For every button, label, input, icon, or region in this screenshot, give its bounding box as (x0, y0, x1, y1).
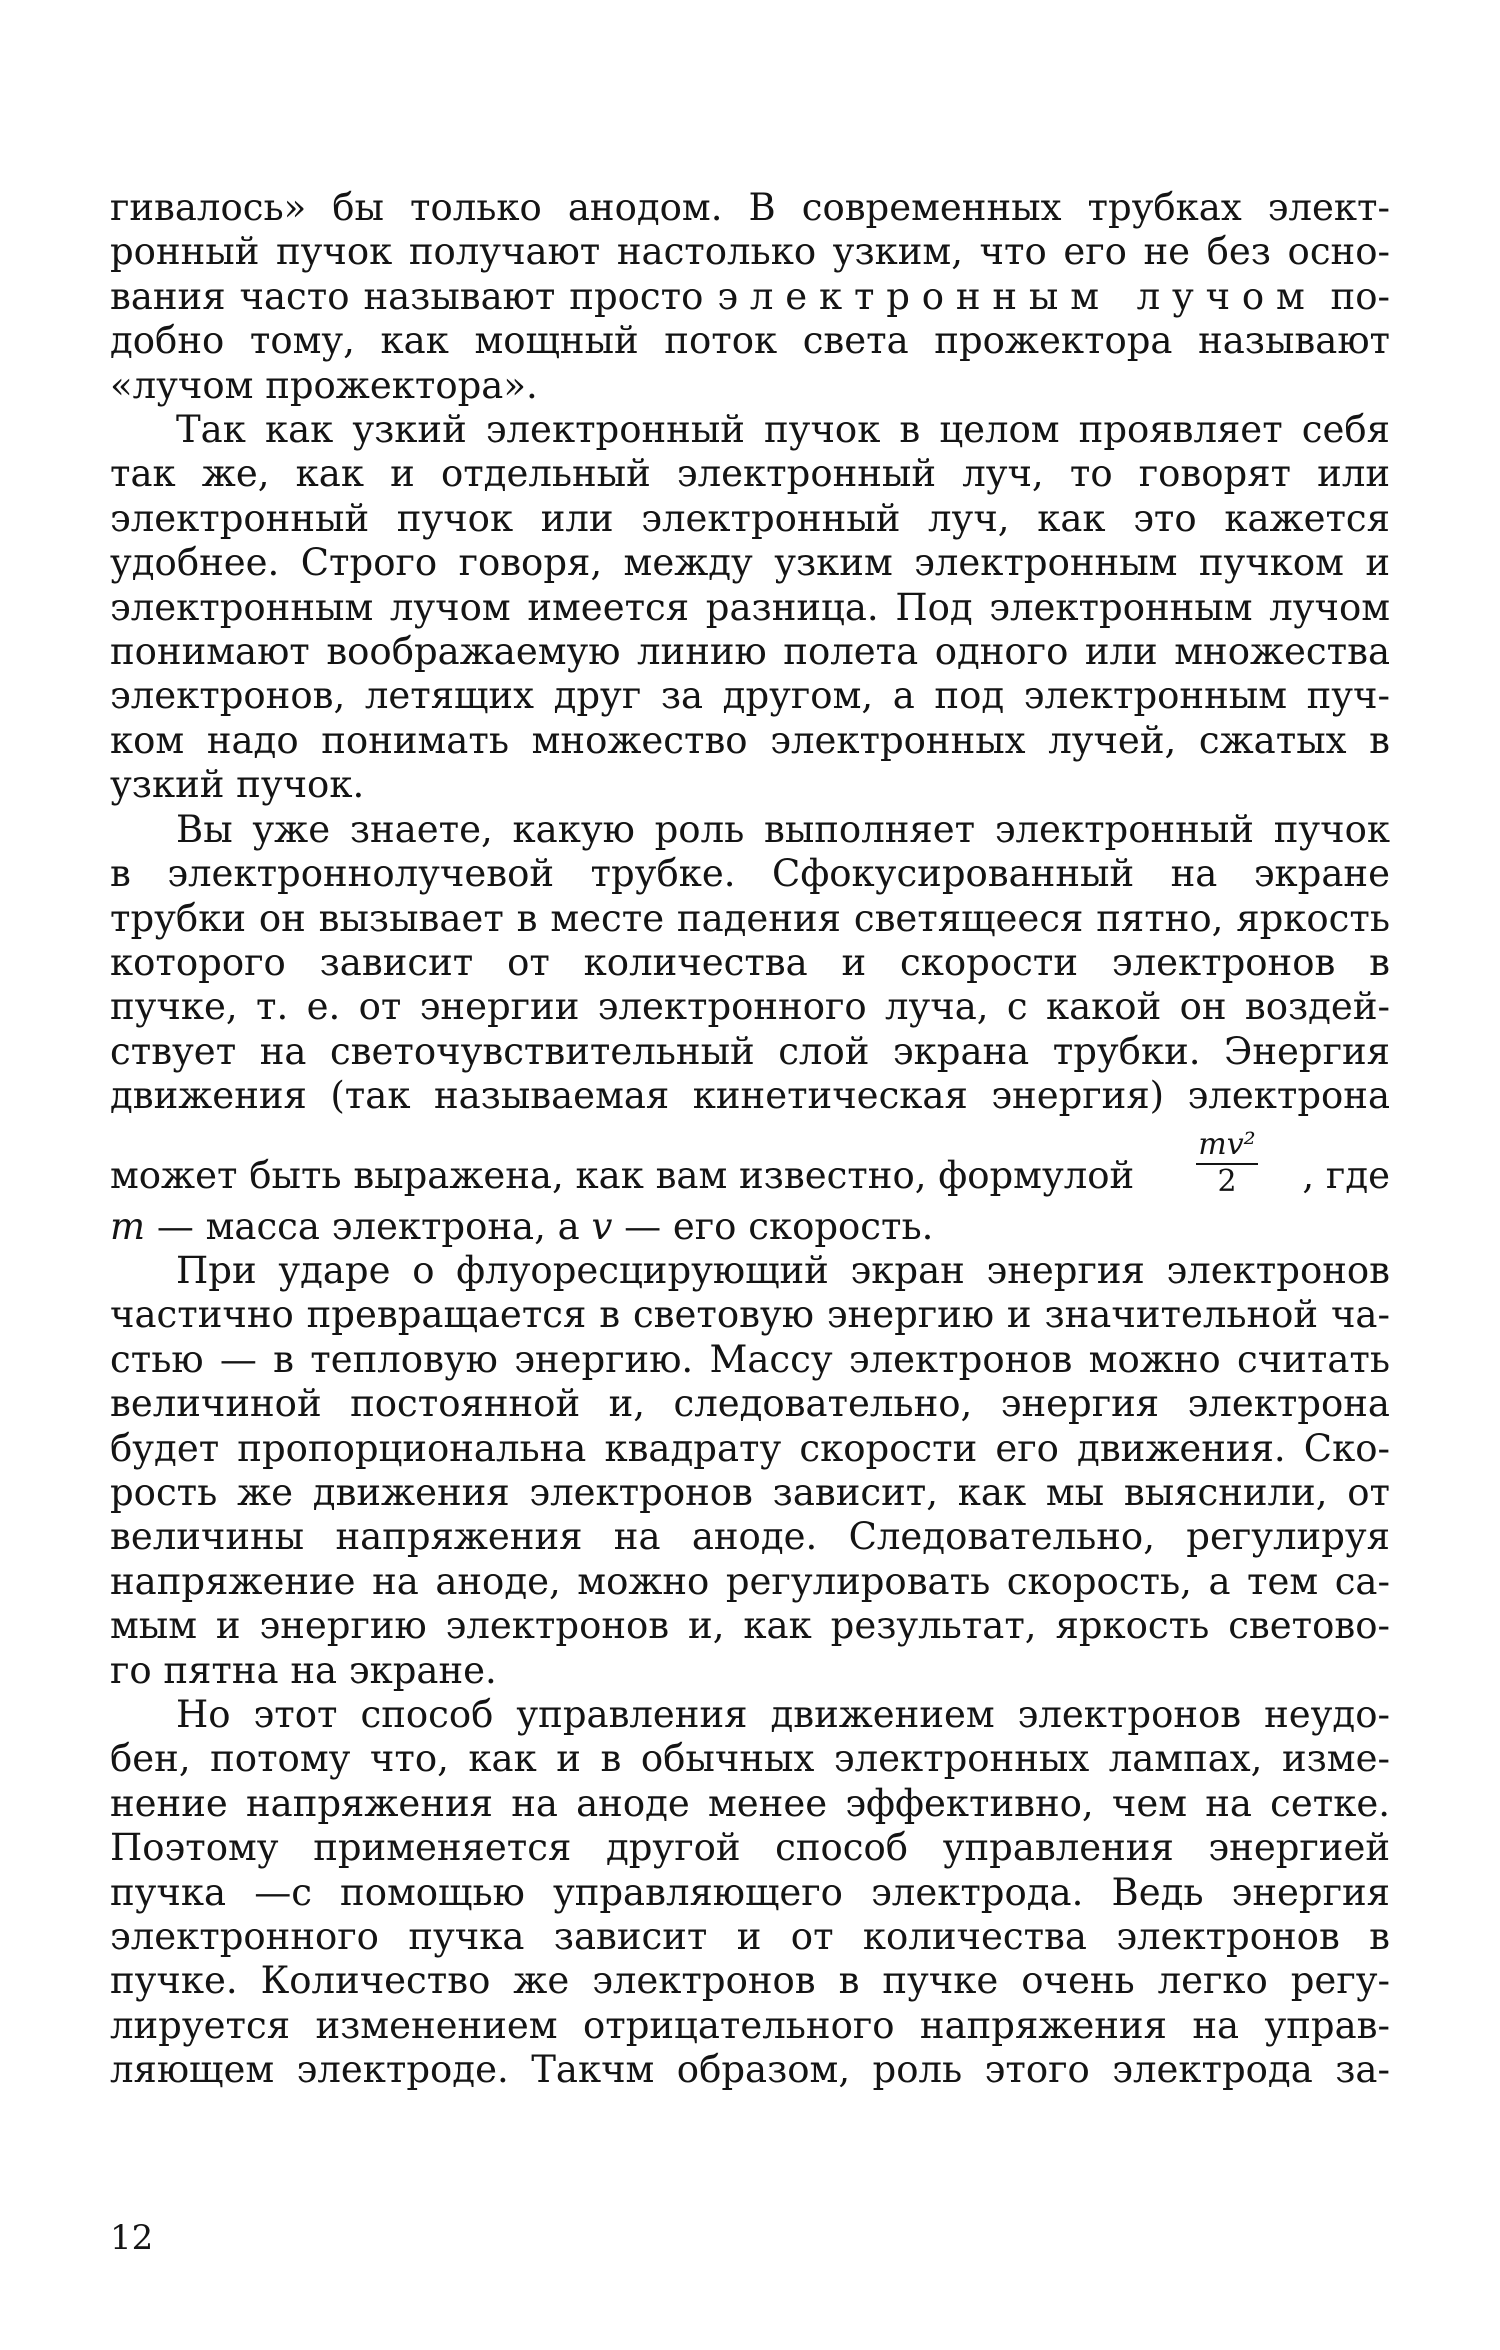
paragraph-1 (110, 186, 1390, 408)
text-line: ляющем электроде. Такчм образом, роль этого электрода за- (110, 2048, 1390, 2092)
text-line: трубки он вызывает в месте падения светящееся пятно, яркость (110, 896, 1390, 940)
text-line (110, 1205, 1390, 1249)
body-text (110, 186, 1390, 2093)
text-line: пучке, т. е. от энергии электронного луча, с какой он воздей- (110, 985, 1390, 1029)
text-fragment: вания часто называют просто (110, 274, 718, 318)
text-line: нение напряжения на аноде менее эффективно, чем на сетке. (110, 1781, 1390, 1825)
text-line: Вы уже знаете, какую роль выполняет электронный пучок (176, 807, 1390, 851)
text-line: движения (так называемая кинетическая энергия) электрона (110, 1074, 1390, 1118)
text-line: гивалось» бы только анодом. В современных трубках элект- (110, 186, 1390, 229)
text-line: рость же движения электронов зависит, как мы выяснили, от (110, 1470, 1390, 1514)
text-line: величины напряжения на аноде. Следовательно, регулируя (110, 1515, 1390, 1559)
paragraph-2 (110, 408, 1390, 808)
text-line (110, 275, 1390, 319)
symbol-m: m (110, 1204, 146, 1248)
text-line: ствует на светочувствительный слой экрана трубки. Энергия (110, 1029, 1390, 1073)
formula-trail-text: , где (1302, 1154, 1390, 1198)
paragraph-3 (110, 808, 1390, 1249)
text-line: бен, потому что, как и в обычных электронных лампах, изме- (110, 1737, 1390, 1781)
text-line: понимают воображаемую линию полета одного или множества (110, 630, 1390, 674)
text-line: напряжение на аноде, можно регулировать скорость, а тем са- (110, 1559, 1390, 1603)
text-line: удобнее. Строго говоря, между узким электронным пучком и (110, 541, 1390, 585)
kinetic-energy-formula (1196, 1127, 1258, 1199)
text-line: добно тому, как мощный поток света прожектора называют (110, 319, 1390, 363)
text-fragment: по- (1316, 274, 1390, 318)
text-fragment: — его скорость. (612, 1204, 934, 1248)
page-number: 12 (110, 2218, 154, 2258)
symbol-v: v (591, 1204, 613, 1248)
text-line: электронный пучок или электронный луч, как это кажется (110, 496, 1390, 540)
text-line: в электроннолучевой трубке. Сфокусированный на экране (110, 852, 1390, 896)
paragraph-4 (110, 1249, 1390, 1693)
text-line: электронного пучка зависит и от количества электронов в (110, 1915, 1390, 1959)
text-line: Поэтому применяется другой способ управления энергией (110, 1826, 1390, 1870)
formula-lead-text: может быть выражена, как вам известно, формулой (110, 1154, 1135, 1198)
text-line: стью — в тепловую энергию. Массу электронов можно считать (110, 1337, 1390, 1381)
formula-numerator: mv² (1196, 1127, 1258, 1165)
text-fragment: — масса электрона, а (145, 1204, 592, 1248)
text-line: лируется изменением отрицательного напряжения на управ- (110, 2003, 1390, 2047)
spaced-term: электронным лучом (717, 274, 1317, 318)
text-line: будет пропорциональна квадрату скорости его движения. Ско- (110, 1426, 1390, 1470)
paragraph-5 (110, 1693, 1390, 2093)
text-line: ком надо понимать множество электронных лучей, сжатых в (110, 718, 1390, 762)
text-line: электронов, летящих друг за другом, а под электронным пуч- (110, 674, 1390, 718)
formula-denominator: 2 (1217, 1163, 1237, 1199)
text-line: электронным лучом имеется разница. Под электронным лучом (110, 585, 1390, 629)
formula-line (110, 1119, 1390, 1205)
text-line: узкий пучок. (110, 763, 365, 807)
text-line: которого зависит от количества и скорости электронов в (110, 940, 1390, 984)
text-line: го пятна на экране. (110, 1648, 497, 1692)
text-line: пучке. Количество же электронов в пучке очень легко регу- (110, 1959, 1390, 2003)
text-line: так же, как и отдельный электронный луч, то говорят или (110, 452, 1390, 496)
text-line: «лучом прожектора». (110, 363, 538, 407)
text-line: мым и энергию электронов и, как результат, яркость светово- (110, 1604, 1390, 1648)
text-line: величиной постоянной и, следовательно, энергия электрона (110, 1382, 1390, 1426)
text-line: частично превращается в световую энергию и значительной ча- (110, 1293, 1390, 1337)
text-line: При ударе о флуоресцирующий экран энергия электронов (176, 1248, 1390, 1292)
text-line: пучка —с помощью управляющего электрода. Ведь энергия (110, 1870, 1390, 1914)
text-line: Так как узкий электронный пучок в целом проявляет себя (176, 408, 1390, 452)
text-line: Но этот способ управления движением электронов неудо- (176, 1693, 1390, 1736)
text-line: ронный пучок получают настолько узким, что его не без осно- (110, 230, 1390, 274)
